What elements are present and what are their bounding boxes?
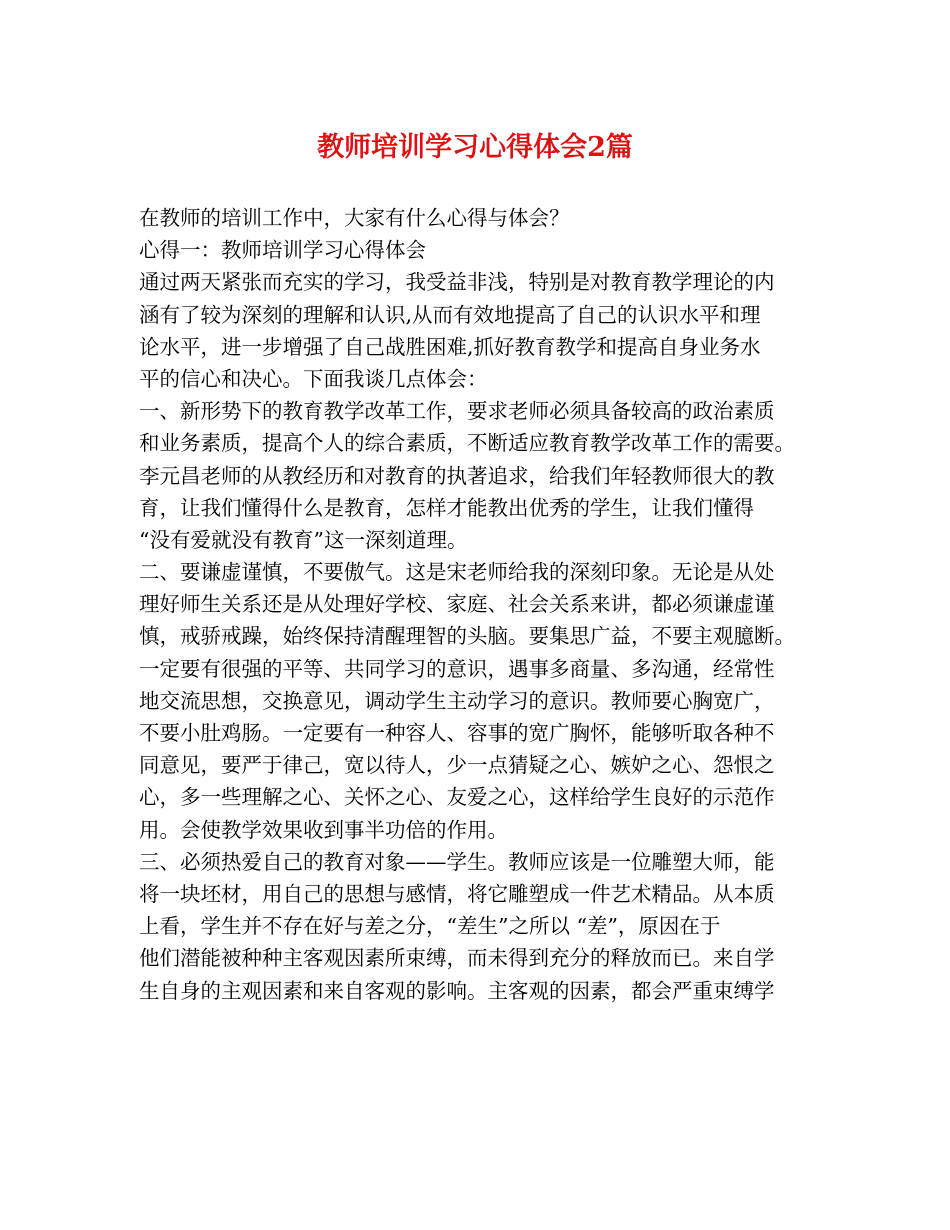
text-line: 李元昌老师的从教经历和对教育的执著追求，给我们年轻教师很大的教 — [139, 463, 775, 488]
text-line: 和业务素质，提高个人的综合素质，不断适应教育教学改革工作的需要。 — [139, 431, 795, 456]
text-line: 生自身的主观因素和来自客观的影响。主客观的因素，都会严重束缚学 — [139, 978, 775, 1003]
text-line: 心，多一些理解之心、关怀之心、友爱之心，这样给学生良好的示范作 — [139, 785, 775, 810]
text-line: 涵有了较为深刻的理解和认识,从而有效地提高了自己的认识水平和理 — [139, 302, 761, 327]
text-line: 理好师生关系还是从处理好学校、家庭、社会关系来讲，都必须谦虚谨 — [139, 592, 775, 617]
document-body — [139, 202, 819, 1007]
text-line: 慎，戒骄戒躁，始终保持清醒理智的头脑。要集思广益，不要主观臆断。 — [139, 624, 795, 649]
text-line: 上看，学生并不存在好与差之分，“差生”之所以 “差”，原因在于 — [139, 914, 721, 939]
text-line: 用。会使教学效果收到事半功倍的作用。 — [139, 817, 508, 842]
document-title: 教师培训学习心得体会2篇 — [317, 132, 633, 163]
text-line: 育，让我们懂得什么是教育，怎样才能教出优秀的学生，让我们懂得 — [139, 495, 754, 520]
text-line: 二、要谦虚谨慎，不要傲气。这是宋老师给我的深刻印象。无论是从处 — [139, 560, 775, 585]
text-line: 平的信心和决心。下面我谈几点体会： — [139, 366, 488, 391]
text-line: 将一块坯材，用自己的思想与感情，将它雕塑成一件艺术精品。从本质 — [139, 881, 775, 906]
text-line: 一、新形势下的教育教学改革工作，要求老师必须具备较高的政治素质 — [139, 399, 775, 424]
text-line: 在教师的培训工作中，大家有什么心得与体会？ — [139, 206, 570, 230]
text-line: 一定要有很强的平等、共同学习的意识，遇事多商量、多沟通，经常性 — [139, 656, 775, 681]
text-line: 地交流思想，交换意见，调动学生主动学习的意识。教师要心胸宽广， — [139, 688, 775, 713]
text-line: 通过两天紧张而充实的学习，我受益非浅，特别是对教育教学理论的内 — [139, 270, 775, 295]
text-line: 他们潜能被种种主客观因素所束缚，而未得到充分的释放而已。来自学 — [139, 946, 775, 971]
text-line: 论水平，进一步增强了自己战胜困难,抓好教育教学和提高自身业务水 — [139, 334, 761, 359]
text-line: 三、必须热爱自己的教育对象——学生。教师应该是一位雕塑大师，能 — [139, 849, 775, 874]
text-line: 不要小肚鸡肠。一定要有一种容人、容事的宽广胸怀，能够听取各种不 — [139, 721, 775, 745]
text-line: 心得一：教师培训学习心得体会 — [139, 238, 426, 263]
text-line: 同意见，要严于律己，宽以待人，少一点猜疑之心、嫉妒之心、怨恨之 — [139, 753, 775, 778]
text-line: “没有爱就没有教育”这一深刻道理。 — [139, 527, 468, 552]
